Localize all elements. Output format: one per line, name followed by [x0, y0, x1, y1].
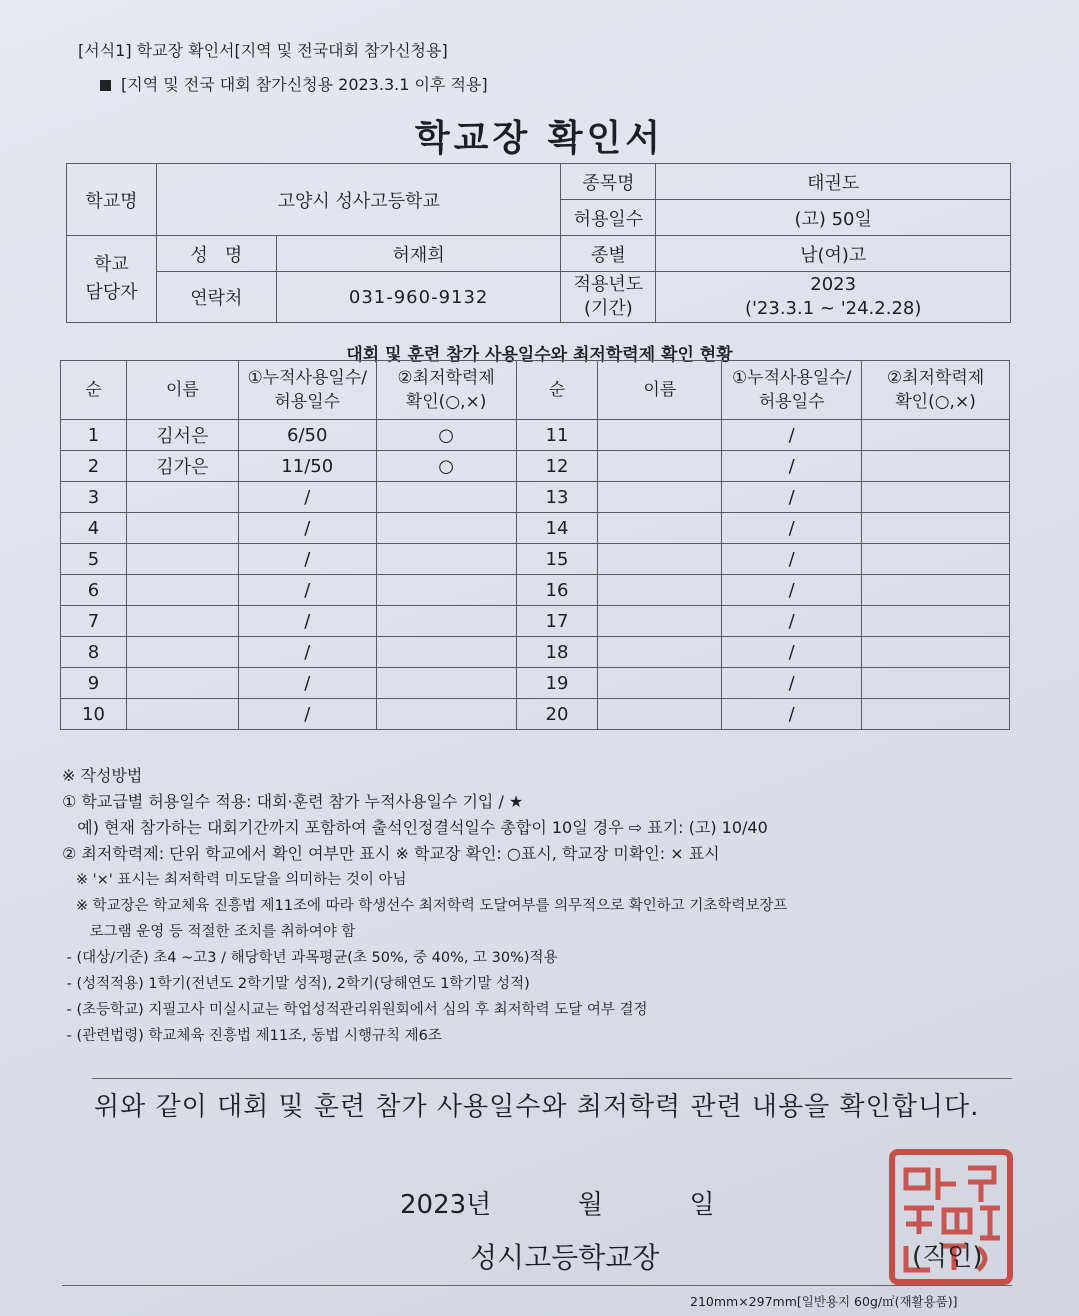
year-value: 2023 — [810, 274, 857, 295]
cell-check — [376, 513, 516, 544]
name-value: 허재희 — [276, 236, 561, 272]
cell-name-right — [598, 544, 722, 575]
page-title-text: 학교장 확인서 — [414, 118, 665, 159]
name-label: 성 명 — [156, 236, 276, 272]
cell-no-right: 11 — [516, 420, 598, 451]
gender-label: 종별 — [561, 236, 656, 272]
cell-no: 7 — [61, 606, 127, 637]
date-month: 월 — [577, 1190, 603, 1220]
footer-divider — [62, 1285, 1012, 1286]
contact-label: 연락처 — [156, 272, 276, 323]
cell-check — [376, 482, 516, 513]
cell-check-right — [862, 513, 1010, 544]
table-row — [61, 699, 1010, 730]
cell-no: 5 — [61, 544, 127, 575]
cell-no-right: 17 — [516, 606, 598, 637]
cell-name — [126, 575, 238, 606]
cell-check — [376, 699, 516, 730]
cell-check: ○ — [376, 451, 516, 482]
note-line: - (성적적용) 1학기(전년도 2학기말 성적), 2학기(당해연도 1학기말 성적) — [62, 976, 530, 992]
cell-check-right — [862, 668, 1010, 699]
event-value: 태권도 — [656, 164, 1011, 200]
cell-no-right: 13 — [516, 482, 598, 513]
cell-days-right: / — [722, 420, 862, 451]
cell-no-right: 16 — [516, 575, 598, 606]
cell-no: 4 — [61, 513, 127, 544]
note-line: ① 학교급별 허용일수 적용: 대회·훈련 참가 누적사용일수 기입 / ★ — [62, 792, 524, 811]
usage-header-row — [61, 361, 1010, 420]
cell-days: / — [238, 575, 376, 606]
cell-days: / — [238, 544, 376, 575]
cell-no-right: 19 — [516, 668, 598, 699]
gender-value: 남(여)고 — [656, 236, 1011, 272]
cell-name-right — [598, 637, 722, 668]
cell-no-right: 20 — [516, 699, 598, 730]
cell-days-right: / — [722, 451, 862, 482]
cell-check-right — [862, 637, 1010, 668]
school-value: 고양시 성사고등학교 — [156, 164, 561, 236]
cell-days: / — [238, 668, 376, 699]
cell-name-right — [598, 420, 722, 451]
table-row — [61, 637, 1010, 668]
cell-name: 김서은 — [126, 420, 238, 451]
cell-days: / — [238, 482, 376, 513]
cell-no-right: 18 — [516, 637, 598, 668]
cell-days-right: / — [722, 513, 862, 544]
cell-no: 9 — [61, 668, 127, 699]
table-row — [61, 606, 1010, 637]
note-line: 예) 현재 참가하는 대회기간까지 포함하여 출석인정결석일수 총합이 10일 경우 ⇨ 표기: (고) 10/40 — [62, 818, 768, 837]
cell-no-right: 14 — [516, 513, 598, 544]
note-line: ※ '×' 표시는 최저학력 미도달을 의미하는 것이 아님 — [62, 872, 407, 888]
principal-name: 성시고등학교장 — [470, 1241, 660, 1274]
cell-days-right: / — [722, 668, 862, 699]
notes-section — [62, 763, 1022, 1049]
cell-check-right — [862, 544, 1010, 575]
cell-check-right — [862, 575, 1010, 606]
cell-name — [126, 513, 238, 544]
note-line: ② 최저학력제: 단위 학교에서 확인 여부만 표시 ※ 학교장 확인: ○표시, 학교장 미확인: × 표시 — [62, 844, 720, 863]
table-row — [61, 513, 1010, 544]
cell-days: / — [238, 699, 376, 730]
cell-no: 10 — [61, 699, 127, 730]
usage-table — [60, 360, 1010, 730]
info-table — [66, 163, 1011, 323]
date-year: 2023년 — [400, 1190, 492, 1220]
contact-value: 031-960-9132 — [276, 272, 561, 323]
table-row — [61, 575, 1010, 606]
table-row — [61, 420, 1010, 451]
cell-days-right: / — [722, 544, 862, 575]
cell-no: 3 — [61, 482, 127, 513]
cell-no: 8 — [61, 637, 127, 668]
note-line: 로그램 운영 등 적절한 조치를 취하여야 함 — [62, 924, 356, 940]
cell-name — [126, 668, 238, 699]
cell-no: 1 — [61, 420, 127, 451]
cell-days-right: / — [722, 699, 862, 730]
col-no: 순 — [61, 361, 127, 420]
cell-days-right: / — [722, 637, 862, 668]
cell-name — [126, 482, 238, 513]
col-check-right: ②최저학력제 확인(○,×) — [862, 361, 1010, 420]
cell-check-right — [862, 699, 1010, 730]
col-days-right: ①누적사용일수/ 허용일수 — [722, 361, 862, 420]
school-label: 학교명 — [67, 164, 157, 236]
cell-name — [126, 544, 238, 575]
square-bullet-icon — [100, 80, 111, 91]
cell-days-right: / — [722, 606, 862, 637]
cell-check-right — [862, 482, 1010, 513]
cell-check-right — [862, 420, 1010, 451]
form-subtitle — [100, 72, 488, 95]
cell-check: ○ — [376, 420, 516, 451]
cell-check — [376, 668, 516, 699]
col-check: ②최저학력제 확인(○,×) — [376, 361, 516, 420]
cell-check — [376, 575, 516, 606]
cell-days: / — [238, 606, 376, 637]
date-day: 일 — [689, 1190, 715, 1220]
cell-no: 2 — [61, 451, 127, 482]
cell-days-right: / — [722, 575, 862, 606]
year-label: 적용년도 (기간) — [561, 272, 656, 323]
paper-spec: 210mm×297mm[일반용지 60g/㎡(재활용품)] — [690, 1294, 958, 1309]
table-row — [61, 451, 1010, 482]
cell-name-right — [598, 699, 722, 730]
cell-days: / — [238, 513, 376, 544]
form-label: [서식1] 학교장 확인서[지역 및 전국대회 참가신청용] — [78, 41, 448, 60]
cell-name-right — [598, 451, 722, 482]
col-days: ①누적사용일수/ 허용일수 — [238, 361, 376, 420]
allowed-value: (고) 50일 — [656, 200, 1011, 236]
cell-no: 6 — [61, 575, 127, 606]
divider — [92, 1078, 1012, 1079]
cell-name — [126, 699, 238, 730]
cell-check — [376, 637, 516, 668]
confirm-text: 위와 같이 대회 및 훈련 참가 사용일수와 최저학력 관련 내용을 확인합니다. — [94, 1092, 980, 1122]
cell-name-right — [598, 668, 722, 699]
cell-days-right: / — [722, 482, 862, 513]
note-line: - (대상/기준) 초4 ~고3 / 해당학년 과목평균(초 50%, 중 40%, 고 30%)적용 — [62, 950, 558, 966]
cell-name-right — [598, 513, 722, 544]
col-name-right: 이름 — [598, 361, 722, 420]
date-line — [400, 1184, 715, 1221]
cell-check-right — [862, 606, 1010, 637]
cell-name: 김가은 — [126, 451, 238, 482]
cell-no-right: 12 — [516, 451, 598, 482]
manager-label: 학교 담당자 — [67, 236, 157, 323]
period-value: ('23.3.1 ~ '24.2.28) — [744, 298, 922, 319]
cell-check-right — [862, 451, 1010, 482]
cell-no-right: 15 — [516, 544, 598, 575]
col-name: 이름 — [126, 361, 238, 420]
cell-days: 6/50 — [238, 420, 376, 451]
note-line: ※ 학교장은 학교체육 진흥법 제11조에 따라 학생선수 최저학력 도달여부를 의무적으로 확인하고 기초학력보장프 — [62, 898, 788, 914]
page-title — [0, 110, 1079, 161]
year-cell — [656, 272, 1011, 323]
seal-label: (직인) — [912, 1242, 983, 1272]
cell-name-right — [598, 575, 722, 606]
note-line: - (관련법령) 학교체육 진흥법 제11조, 동법 시행규칙 제6조 — [62, 1028, 442, 1044]
event-label: 종목명 — [561, 164, 656, 200]
cell-name — [126, 606, 238, 637]
col-no-right: 순 — [516, 361, 598, 420]
cell-check — [376, 606, 516, 637]
allowed-label: 허용일수 — [561, 200, 656, 236]
cell-name-right — [598, 482, 722, 513]
usage-section-title: 대회 및 훈련 참가 사용일수와 최저학력제 확인 현황 — [346, 345, 733, 365]
cell-days: 11/50 — [238, 451, 376, 482]
form-subtitle-text: [지역 및 전국 대회 참가신청용 2023.3.1 이후 적용] — [121, 75, 488, 94]
notes-heading: ※ 작성방법 — [62, 766, 143, 785]
cell-name-right — [598, 606, 722, 637]
note-line: - (초등학교) 지필고사 미실시교는 학업성적관리위원회에서 심의 후 최저학력 도달 여부 결정 — [62, 1002, 648, 1018]
table-row — [61, 544, 1010, 575]
cell-days: / — [238, 637, 376, 668]
cell-check — [376, 544, 516, 575]
cell-name — [126, 637, 238, 668]
table-row — [61, 668, 1010, 699]
table-row — [61, 482, 1010, 513]
